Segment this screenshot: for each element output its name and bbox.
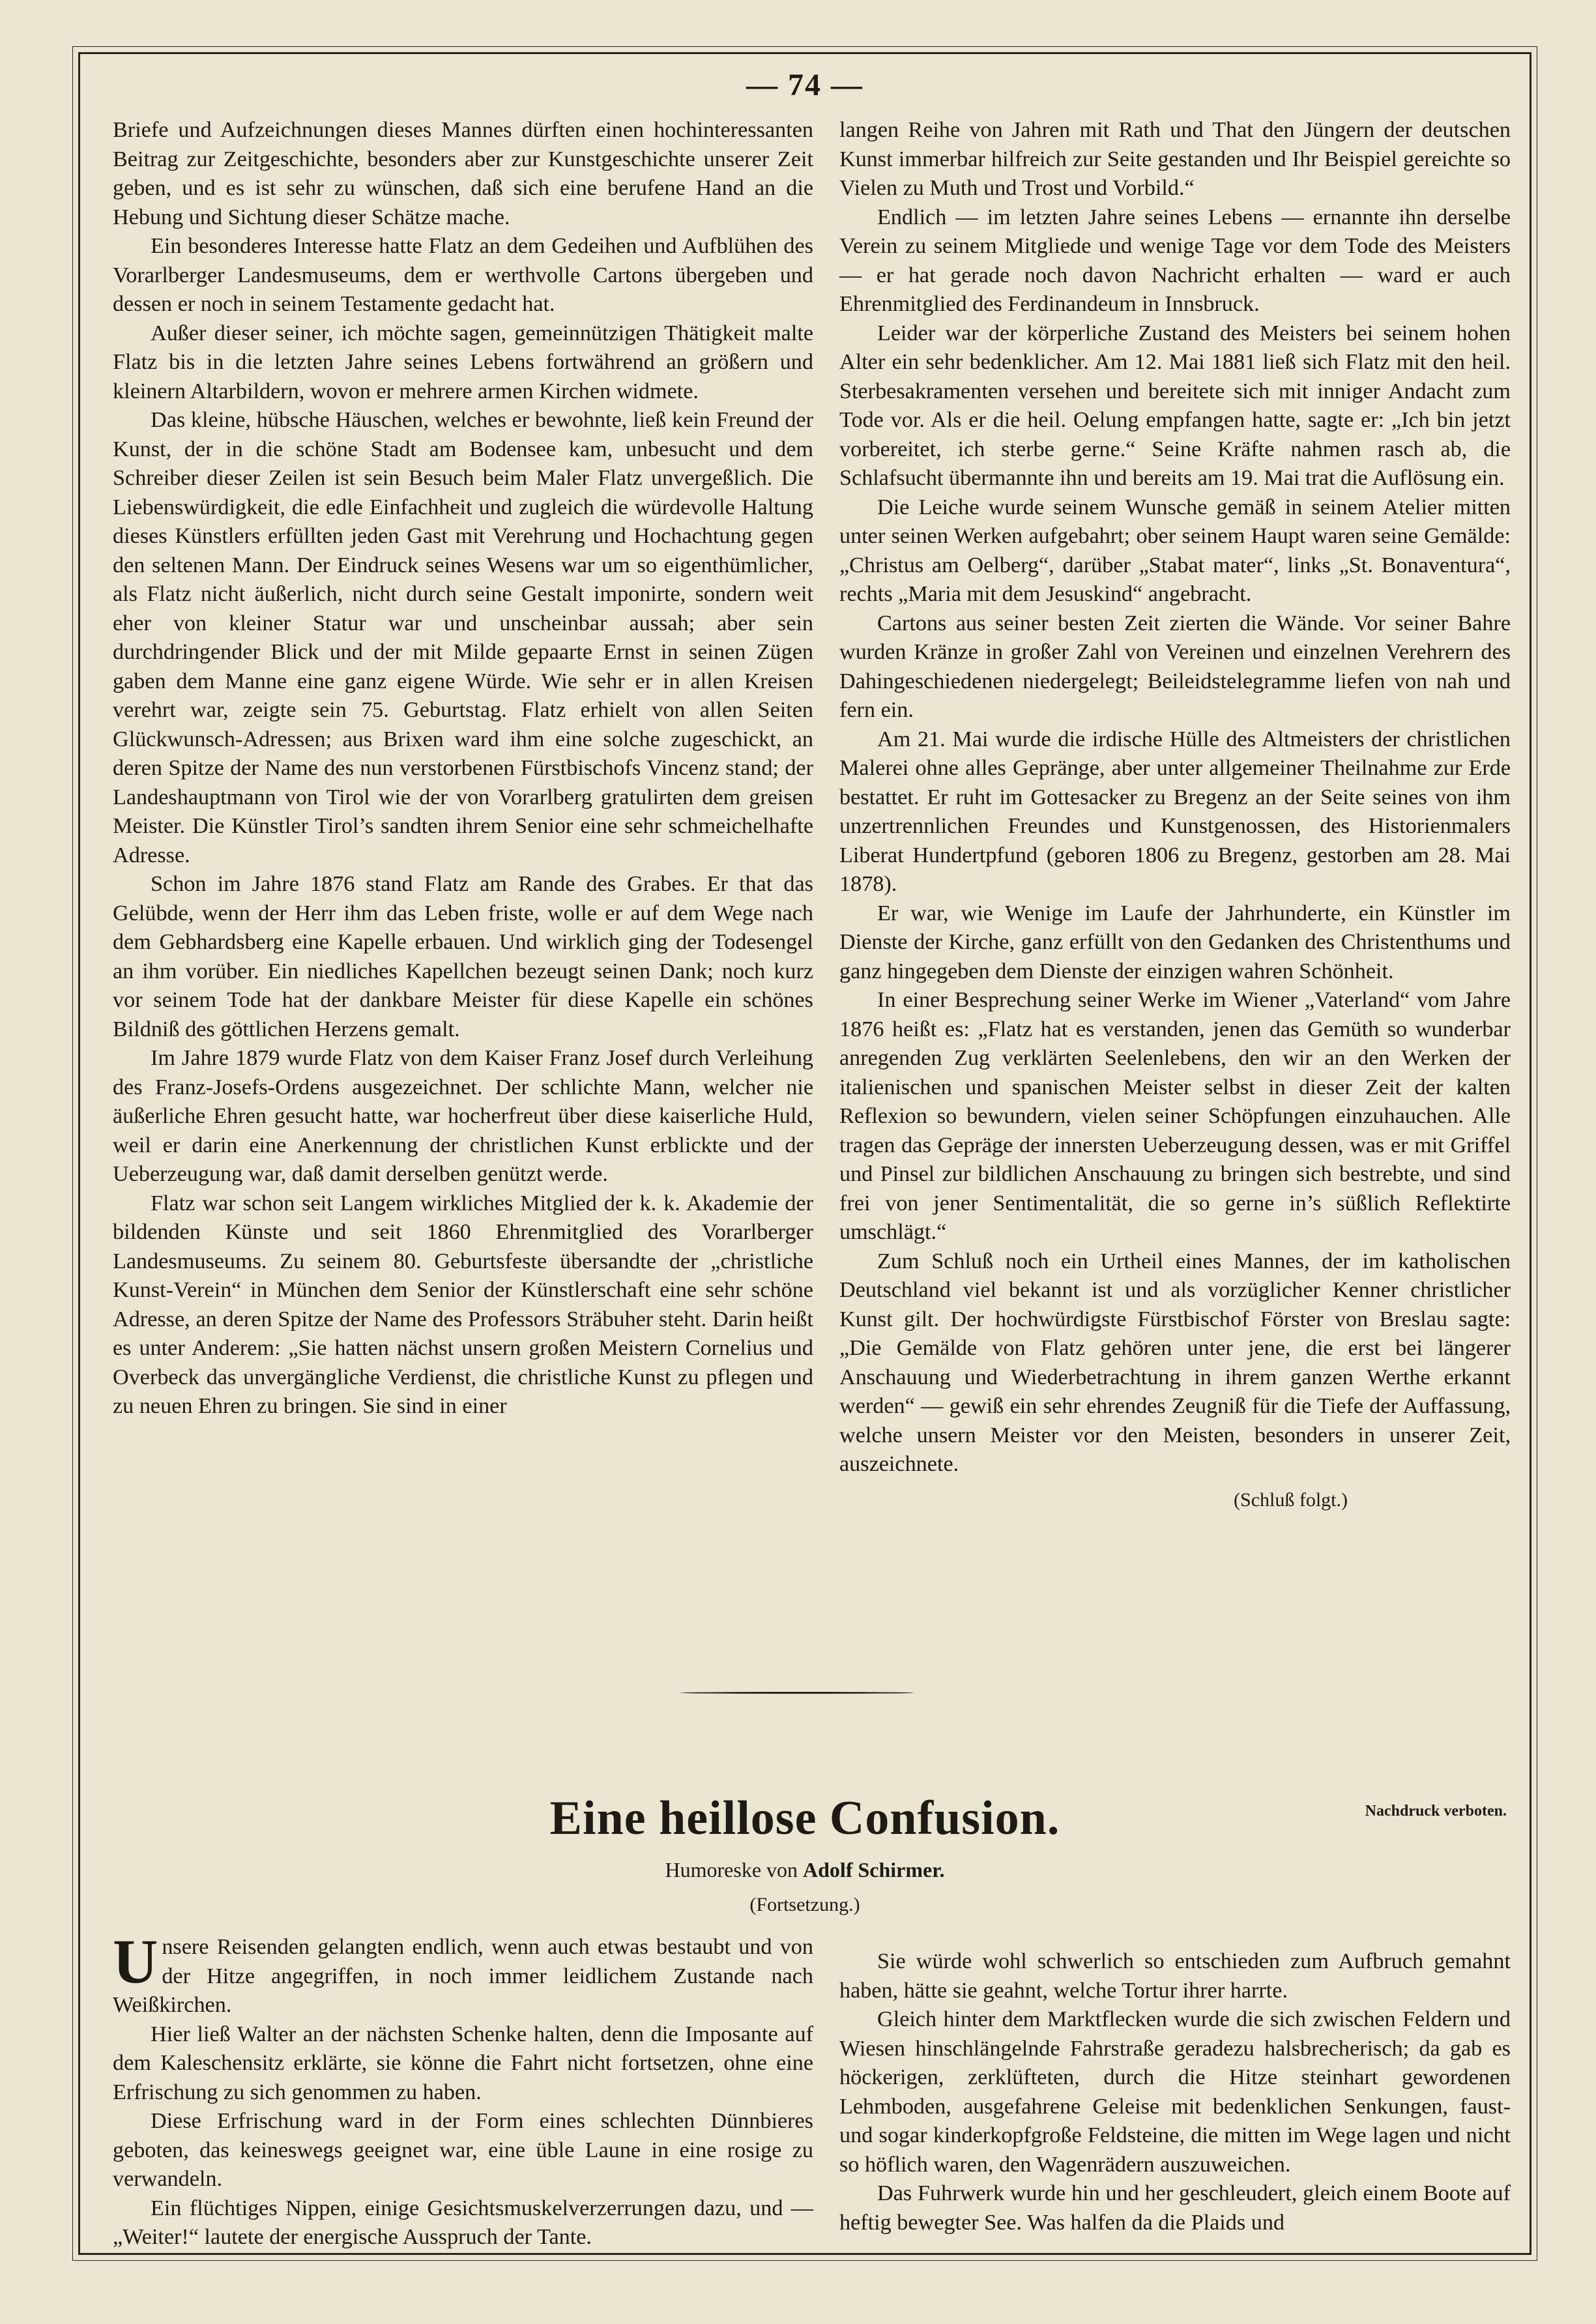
- story-paragraph: Diese Erfrischung ward in der Form eines schlechten Dünnbieres geboten, das keineswegs geeignet war, eine üble Laune in eine rosige zu verwandeln.: [113, 2109, 813, 2191]
- article-paragraph: Das kleine, hübsche Häuschen, welches er bewohnte, ließ kein Freund der Kunst, der in die schöne Stadt am Bodensee kam, unbesucht und dem Schreiber dieser Zeilen ist sein Besuch beim Maler Flatz unvergeßlich. Die Liebenswürdigkeit, die edle Einfachheit und zugleich die würdevolle Haltung dieses Künstlers erfüllten jeden Gast mit Verehrung und Hochachtung gegen den seltenen Mann. Der Eindruck seines Wesens war um so eigenthümlicher, als Flatz nicht äußerlich, nicht durch seine Gestalt imponirte, sondern weit eher von kleiner Statur war und unscheinbar aussah; aber sein durchdringender Blick und der mit Milde gepaarte Ernst in seinen Zügen gaben dem Manne eine ganz eigene Würde. Wie sehr er in allen Kreisen verehrt war, zeigte sein 75. Geburtstag. Flatz erhielt von allen Seiten Glückwunsch-Adressen; aus Brixen ward ihm eine solche zugeschickt, an deren Spitze der Name des nun verstorbenen Fürstbischofs Vincenz stand; der Landeshauptmann von Tirol wie der von Vorarlberg gratulirten dem greisen Meister. Die Künstler Tirol’s sandten ihrem Senior eine sehr schmeichelhafte Adresse.: [113, 408, 813, 867]
- story-title: Eine heillose Confusion.: [549, 1792, 1060, 1845]
- page-number: — 74 —: [746, 68, 863, 102]
- article-paragraph: Flatz war schon seit Langem wirkliches Mitglied der k. k. Akademie der bildenden Künste und seit 1860 Ehrenmitglied des Vorarlberger Landesmuseums. Zu seinem 80. Geburtsfeste übersandte der „christliche Kunst-Verein“ in München dem Senior der Künstlerschaft eine sehr schöne Adresse, an deren Spitze der Name des Professors Sträbuher steht. Darin heißt es unter Anderem: „Sie hatten nächst unsern großen Meistern Cornelius und Overbeck das unvergängliche Verdienst, die christliche Kunst zu pflegen und zu neuen Ehren zu bringen. Sie sind in einer: [113, 1191, 813, 1418]
- article-paragraph: Außer dieser seiner, ich möchte sagen, gemeinnützigen Thätigkeit malte Flatz bis in die letzten Jahre seines Lebens fortwährend an größern und kleinern Altarbildern, wovon er mehrere armen Kirchen widmete.: [113, 321, 813, 403]
- article-paragraph: Er war, wie Wenige im Laufe der Jahrhunderte, ein Künstler im Dienste der Kirche, ganz erfüllt von den Gedanken des Christenthums und ganz hingegeben dem Dienste der einzigen wahren Schönheit.: [839, 901, 1511, 983]
- story-paragraph: Ein flüchtiges Nippen, einige Gesichtsmuskelverzerrungen dazu, und — „Weiter!“ lautete der energische Ausspruch der Tante.: [113, 2196, 813, 2249]
- story-left-column: [113, 1926, 813, 2252]
- subtitle-prefix: Humoreske von: [665, 1858, 798, 1881]
- story-author: Adolf Schirmer.: [803, 1858, 945, 1881]
- article-left-column: [113, 116, 813, 1421]
- article-paragraph: Im Jahre 1879 wurde Flatz von dem Kaiser Franz Josef durch Verleihung des Franz-Josefs-Ordens ausgezeichnet. Der schlichte Mann, welcher nie äußerliche Ehren gesucht hatte, war hocherfreut über diese kaiserliche Huld, weil er darin eine Anerkennung der christlichen Kunst erblickte und der Ueberzeugung war, daß damit derselben genützt werde.: [113, 1046, 813, 1186]
- drop-cap: U: [113, 1926, 158, 1996]
- story-paragraph: Hier ließ Walter an der nächsten Schenke halten, denn die Imposante auf dem Kaleschensitz erklärte, sie könne die Fahrt nicht fortsetzen, ohne eine Erfrischung zu sich genommen zu haben.: [113, 2022, 813, 2104]
- story-paragraph: [113, 1926, 813, 2020]
- to-be-concluded-note: (Schluß folgt.): [1234, 1489, 1348, 1511]
- article-paragraph: Leider war der körperliche Zustand des Meisters bei seinem hohen Alter ein sehr bedenklicher. Am 12. Mai 1881 ließ sich Flatz mit den heil. Sterbesakramenten versehen und bereitete sich mit inniger Andacht zum Tode vor. Als er die heil. Oelung empfangen hatte, sagte er: „Ich bin jetzt vorbereitet, ich sterbe gerne.“ Seine Kräfte nahmen rasch ab, die Schlafsucht übermannte ihn und bereits am 19. Mai trat die Auflösung ein.: [839, 321, 1511, 490]
- article-paragraph: langen Reihe von Jahren mit Rath und That den Jüngern der deutschen Kunst immerbar hilfreich zur Seite gestanden und Ihr Beispiel gereichte so Vielen zu Muth und Trost und Vorbild.“: [839, 118, 1511, 200]
- story-right-column: [839, 1947, 1511, 2237]
- story-paragraph: Sie würde wohl schwerlich so entschieden zum Aufbruch gemahnt haben, hätte sie geahnt, welche Tortur ihrer harrte.: [839, 1949, 1511, 2003]
- article-paragraph: Am 21. Mai wurde die irdische Hülle des Altmeisters der christlichen Malerei ohne alles Gepränge, aber unter allgemeiner Theilnahme zur Erde bestattet. Er ruht im Gottesacker zu Bregenz an der Seite seines von ihm unzertrennlichen Freundes und Kunstgenossen, des Historienmalers Liberat Hundertpfund (geboren 1806 zu Bregenz, gestorben am 28. Mai 1878).: [839, 727, 1511, 896]
- article-paragraph: Endlich — im letzten Jahre seines Lebens — ernannte ihn derselbe Verein zu seinem Mitgliede und wenige Tage vor dem Tode des Meisters — er hat gerade noch davon Nachricht erhalten — ward er auch Ehrenmitglied des Ferdinandeum in Innsbruck.: [839, 205, 1511, 316]
- article-paragraph: In einer Besprechung seiner Werke im Wiener „Vaterland“ vom Jahre 1876 heißt es: „Flatz hat es verstanden, jenen das Gemüth so wunderbar anregenden Zug verklärten Seelenlebens, den wir an den Werken der italienischen und spanischen Meister selbst in dieser Zeit der kalten Reflexion so bewundern, vielen seiner Schöpfungen einzuhauchen. Alle tragen das Gepräge der innersten Ueberzeugung dessen, was er mit Griffel und Pinsel zur bildlichen Anschauung zu bringen sich bestrebte, und sind frei von jener Sentimentalität, die so gerne in’s süßlich Reflektirte umschlägt.“: [839, 988, 1511, 1244]
- article-paragraph: Briefe und Aufzeichnungen dieses Mannes dürften einen hochinteressanten Beitrag zur Zeitgeschichte, besonders aber zur Kunstgeschichte unserer Zeit geben, und es ist sehr zu wünschen, daß sich eine berufene Hand an die Hebung und Sichtung dieser Schätze mache.: [113, 118, 813, 229]
- story-text: nsere Reisenden gelangten endlich, wenn auch etwas bestaubt und von der Hitze angegriffen, in noch immer leidlichem Zustande nach Weißkirchen.: [113, 1935, 813, 2017]
- reprint-note: Nachdruck verboten.: [1365, 1803, 1507, 1820]
- story-paragraph: Gleich hinter dem Marktflecken wurde die sich zwischen Feldern und Wiesen hinschlängelnde Fahrstraße geradezu halsbrecherisch; da gab es höckerigen, zerklüfteten, durch die Hitze steinhart gewordenen Lehmboden, ausgefahrene Geleise mit bedenklichen Senkungen, faust- und sogar kinderkopfgroße Feldsteine, die mitten im Wege lagen und nicht so höflich waren, den Wagenrädern auszuweichen.: [839, 2007, 1511, 2177]
- story-paragraph: Das Fuhrwerk wurde hin und her geschleudert, gleich einem Boote auf heftig bewegter See. Was halfen da die Plaids und: [839, 2181, 1511, 2235]
- article-right-column: [839, 116, 1511, 1515]
- article-paragraph: Schon im Jahre 1876 stand Flatz am Rande des Grabes. Er that das Gelübde, wenn der Herr ihm das Leben friste, wolle er auf dem Wege nach dem Gebhardsberg eine Kapelle erbauen. Und wirklich ging der Todesengel an ihm vorüber. Ein niedliches Kapellchen bezeugt seinen Dank; noch kurz vor seinem Tode hat der dankbare Meister für diese Kapelle ein schönes Bildniß des göttlichen Herzens gemalt.: [113, 872, 813, 1041]
- article-paragraph: Die Leiche wurde seinem Wunsche gemäß in seinem Atelier mitten unter seinen Werken aufgebahrt; ober seinem Haupt waren seine Gemälde: „Christus am Oelberg“, darüber „Stabat mater“, links „St. Bonaventura“, rechts „Maria mit dem Jesuskind“ angebracht.: [839, 495, 1511, 606]
- section-divider: [680, 1690, 914, 1695]
- continued-note: (Fortsetzung.): [749, 1894, 860, 1915]
- article-paragraph: Cartons aus seiner besten Zeit zierten die Wände. Vor seiner Bahre wurden Kränze in großer Zahl von Vereinen und einzelnen Verehrern des Dahingeschiedenen niedergelegt; Beileidstelegramme liefen von nah und fern ein.: [839, 611, 1511, 722]
- article-paragraph: Ein besonderes Interesse hatte Flatz an dem Gedeihen und Aufblühen des Vorarlberger Landesmuseums, dem er werthvolle Cartons übergeben und dessen er noch in seinem Testamente gedacht hat.: [113, 234, 813, 316]
- story-subtitle: [80, 1858, 1530, 1882]
- newspaper-page: [78, 52, 1531, 2255]
- article-paragraph: Zum Schluß noch ein Urtheil eines Mannes, der im katholischen Deutschland viel bekannt ist und als vorzüglicher Kenner christlicher Kunst gilt. Der hochwürdigste Fürstbischof Förster von Breslau sagte: „Die Gemälde von Flatz gehören unter jene, die erst bei längerer Anschauung und Wiederbetrachtung in ihrem ganzen Werthe erkannt werden“ — gewiß ein sehr ehrendes Zeugniß für die Tiefe der Auffassung, welche unsern Meister vor den Meisten, besonders in unserer Zeit, auszeichnete.: [839, 1249, 1511, 1476]
